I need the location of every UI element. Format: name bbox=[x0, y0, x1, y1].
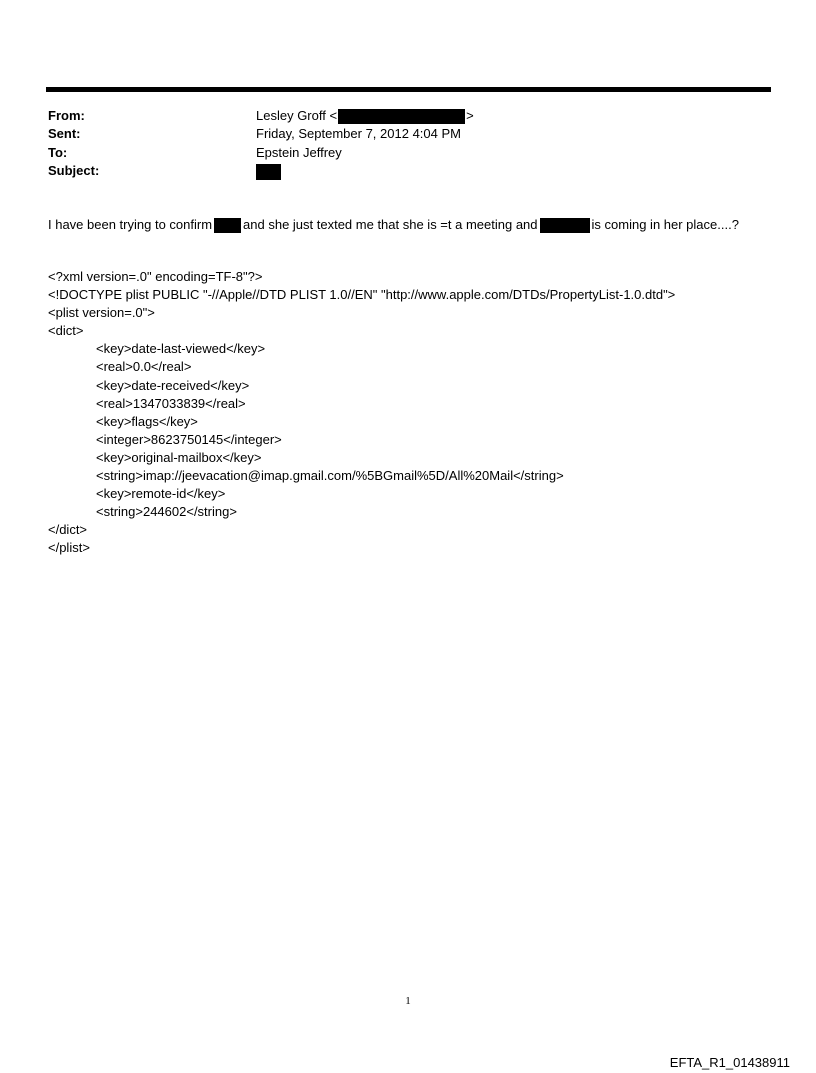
xml-line: <real>1347033839</real> bbox=[96, 395, 246, 411]
to-label: To: bbox=[48, 145, 68, 160]
sent-value: Friday, September 7, 2012 4:04 PM bbox=[256, 126, 461, 141]
redacted-subject bbox=[256, 164, 281, 180]
sent-label: Sent: bbox=[48, 126, 81, 141]
xml-line: <key>date-last-viewed</key> bbox=[96, 341, 266, 357]
xml-line: <integer>8623750145</integer> bbox=[96, 431, 282, 447]
subject-label: Subject: bbox=[48, 163, 100, 178]
header-rule bbox=[46, 87, 771, 92]
xml-line: </dict> bbox=[48, 522, 88, 538]
redacted-email bbox=[338, 109, 465, 124]
to-value: Epstein Jeffrey bbox=[256, 145, 342, 160]
subject-value bbox=[256, 162, 281, 180]
page-number: 1 bbox=[405, 995, 411, 1007]
xml-line: <?xml version=.0" encoding=TF-8"?> bbox=[48, 269, 263, 284]
xml-line: <key>date-received</key> bbox=[96, 377, 250, 393]
xml-line: <dict> bbox=[48, 323, 84, 339]
message-part-3: is coming in her place....? bbox=[591, 217, 739, 232]
redacted-name-1 bbox=[214, 218, 241, 233]
document-id: EFTA_R1_01438911 bbox=[669, 1055, 790, 1070]
xml-plist-block bbox=[48, 268, 675, 558]
redacted-name-2 bbox=[540, 218, 590, 233]
xml-line: <string>imap://jeevacation@imap.gmail.com/%5BGmail%5D/All%20Mail</string> bbox=[96, 468, 564, 484]
xml-line: <key>original-mailbox</key> bbox=[96, 449, 262, 465]
from-value bbox=[256, 107, 474, 125]
xml-line: <key>remote-id</key> bbox=[96, 486, 226, 502]
xml-line: <!DOCTYPE plist PUBLIC "-//Apple//DTD PLIST 1.0//EN" "http://www.apple.com/DTDs/PropertyList-1.0.dtd"> bbox=[48, 287, 676, 303]
xml-line: <real>0.0</real> bbox=[96, 359, 192, 375]
xml-line: <plist version=.0"> bbox=[48, 305, 155, 321]
xml-line: </plist> bbox=[48, 540, 90, 556]
from-close: > bbox=[466, 108, 474, 123]
from-label: From: bbox=[48, 108, 85, 123]
message-body bbox=[48, 216, 739, 234]
xml-line: <string>244602</string> bbox=[96, 504, 237, 520]
message-part-1: I have been trying to confirm bbox=[48, 217, 213, 232]
from-name: Lesley Groff < bbox=[256, 108, 338, 123]
message-part-2: and she just texted me that she is =t a meeting and bbox=[243, 217, 538, 232]
xml-line: <key>flags</key> bbox=[96, 413, 198, 429]
